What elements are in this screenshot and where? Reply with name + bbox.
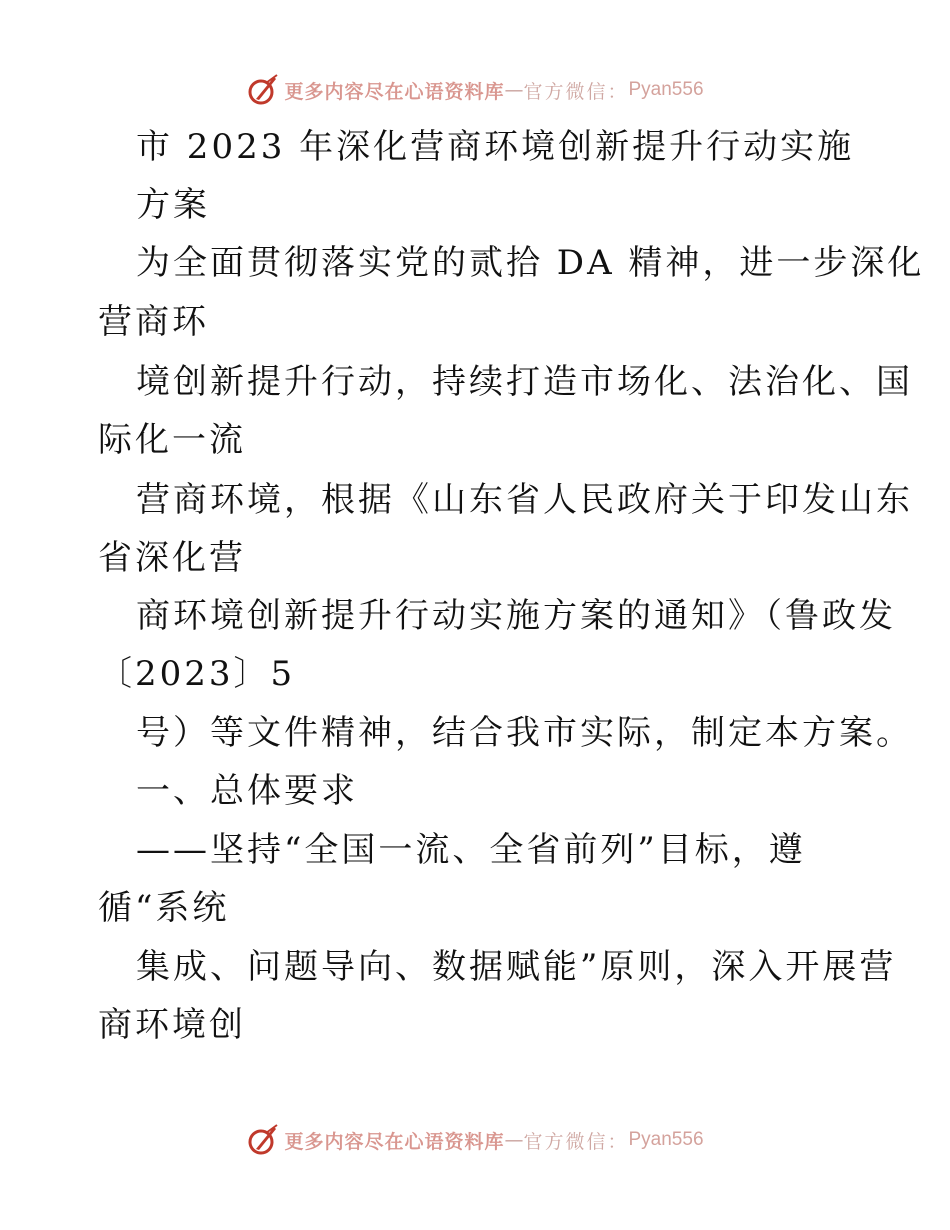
watermark-main-text: 更多内容尽在心语资料库 [284,1130,505,1153]
watermark-sub-text: 官方微信： [523,1130,629,1153]
watermark-wechat-id: Pyan556 [628,1129,704,1150]
section-heading: 一、总体要求 [136,771,358,811]
paragraph-line: ——坚持“全国一流、全省前列”目标，遵 [136,830,806,870]
paragraph-line: 号）等文件精神，结合我市实际，制定本方案。 [136,713,913,753]
quill-logo-icon [246,1123,280,1157]
title-line-2: 方案 [136,185,210,225]
watermark-separator: — [504,1129,524,1151]
paragraph-line: 际化一流 [98,420,246,460]
paragraph-line: 循“系统 [98,888,230,928]
paragraph-line: 省深化营 [98,538,246,578]
watermark-main-text: 更多内容尽在心语资料库 [284,80,505,103]
paragraph-line: 集成、问题导向、数据赋能”原则，深入开展营 [136,947,897,987]
title-line-1: 市 2023 年深化营商环境创新提升行动实施 [136,127,855,167]
paragraph-line: 商环境创新提升行动实施方案的通知》（鲁政发 [136,596,896,636]
watermark-wechat-id: Pyan556 [628,79,704,100]
paragraph-line: 营商环境，根据《山东省人民政府关于印发山东 [136,480,913,520]
watermark-separator: — [504,79,524,101]
watermark-sub-text: 官方微信： [523,80,629,103]
paragraph-line: 商环境创 [98,1005,246,1045]
paragraph-line: 营商环 [98,302,209,342]
paragraph-line: 境创新提升行动，持续打造市场化、法治化、国 [136,362,913,402]
paragraph-line: 为全面贯彻落实党的贰拾 DA 精神，进一步深化 [136,243,925,283]
paragraph-line: 〔2023〕5 [98,654,296,694]
footer-watermark [0,1120,950,1160]
